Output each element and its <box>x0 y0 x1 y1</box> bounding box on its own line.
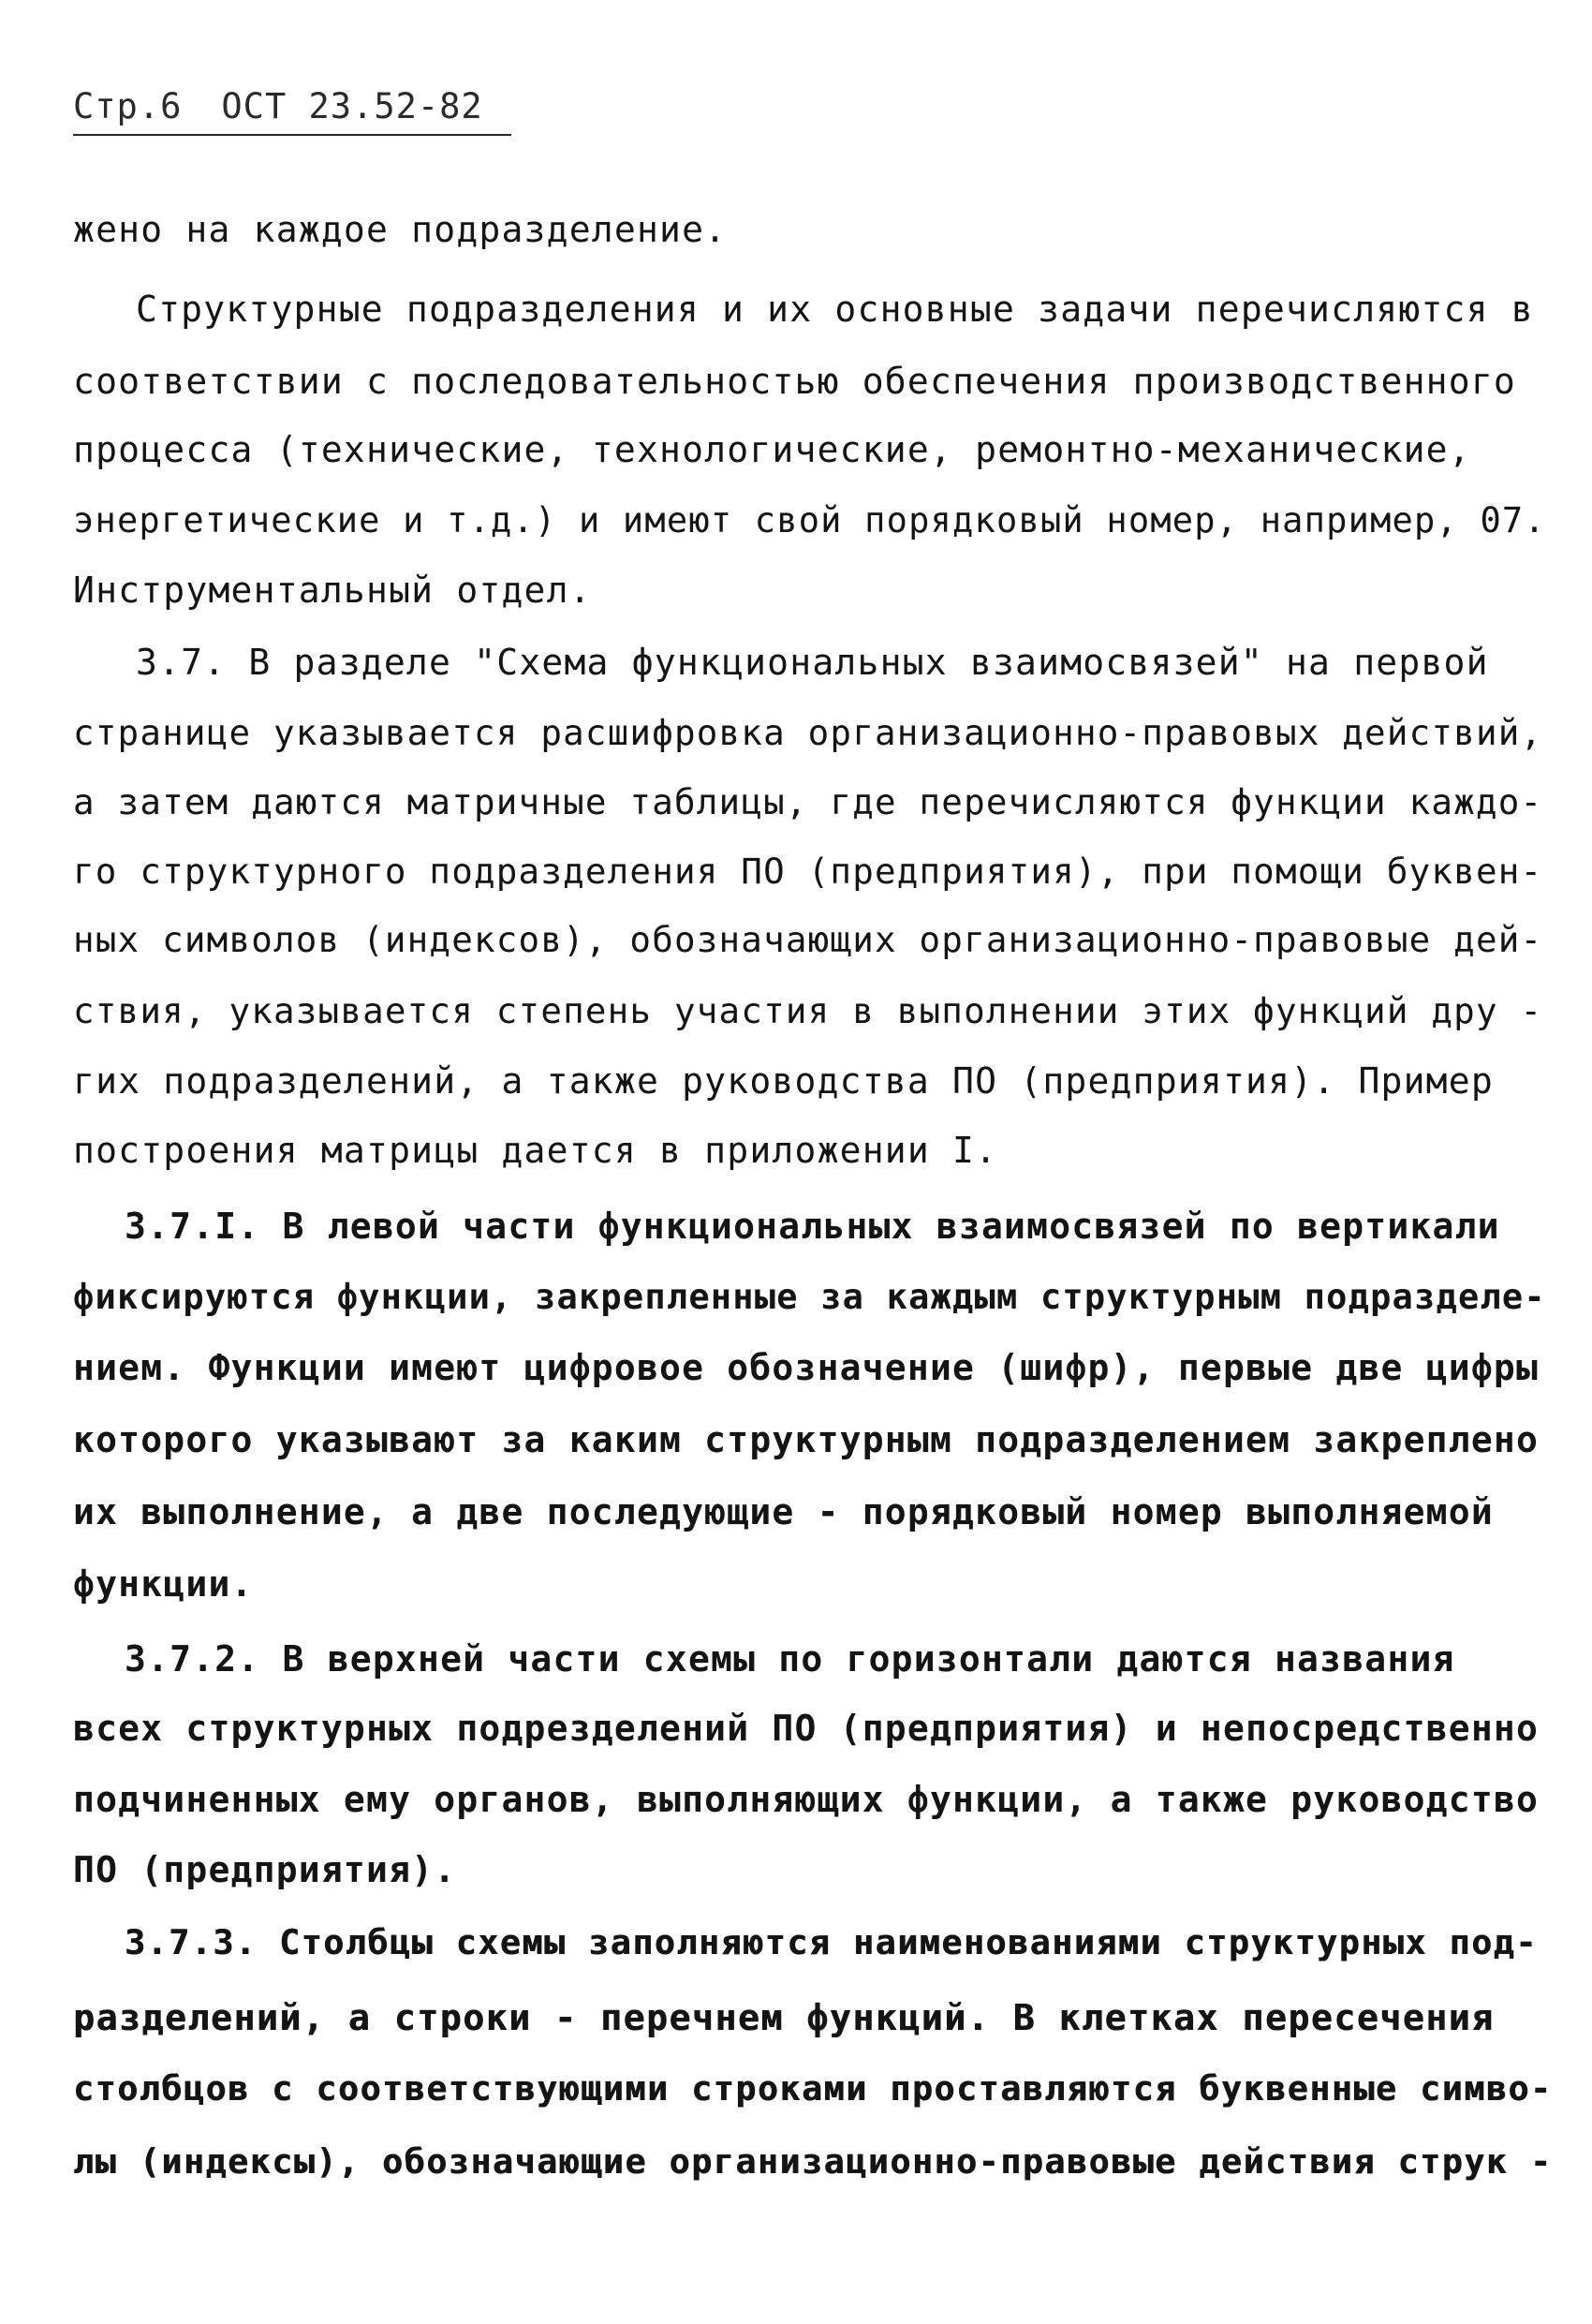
text-line: подчиненных ему органов, выполняющих функции, а также руководство <box>73 1779 1540 1820</box>
text-line: ПО (предприятия). <box>73 1849 457 1890</box>
text-line: построения матрицы дается в приложении I. <box>73 1130 998 1171</box>
text-line: лы (индексы), обозначающие организационно-правовые действия струк - <box>73 2141 1553 2182</box>
text-line: 3.7.3. Столбцы схемы заполняются наименованиями структурных под- <box>125 1922 1538 1962</box>
text-line: 3.7.I. В левой части функциональных взаимосвязей по вертикали <box>125 1206 1500 1247</box>
text-line: функции. <box>73 1563 254 1605</box>
text-line: соответствии с последовательностью обеспечения производственного <box>73 361 1516 402</box>
text-line: процесса (технические, технологические, ремонтно-механические, <box>73 429 1471 470</box>
text-line: нием. Функции имеют цифровое обозначение (шифр), первые две цифры <box>73 1347 1540 1388</box>
text-line: странице указывается расшифровка организационно-правовых действий, <box>73 712 1543 753</box>
page-header <box>73 86 483 126</box>
text-line: Структурные подразделения и их основные задачи перечисляются в <box>136 289 1534 330</box>
standard-code: ОСТ 23.52-82 <box>221 86 483 126</box>
text-line: го структурного подразделения ПО (предприятия), при помощи буквен- <box>73 851 1543 892</box>
text-line: Инструментальный отдел. <box>73 570 592 611</box>
text-line: 3.7. В разделе "Схема функциональных взаимосвязей" на первой <box>136 642 1489 683</box>
text-line: всех структурных подрезделений ПО (предприятия) и непосредственно <box>73 1708 1540 1749</box>
text-line: 3.7.2. В верхней части схемы по горизонтали даются названия <box>125 1638 1455 1680</box>
page-number: Стр.6 <box>73 86 183 126</box>
text-line: ных символов (индексов), обозначающих организационно-правовые дей- <box>73 919 1543 960</box>
text-line: разделений, а строки - перечнем функций. В клетках пересечения <box>73 1997 1495 2038</box>
text-line: энергетические и т.д.) и имеют свой порядковый номер, например, 07. <box>73 500 1546 540</box>
text-line: столбцов с соответствующими строками проставляются буквенные симво- <box>73 2068 1553 2109</box>
text-line: а затем даются матричные таблицы, где перечисляются функции каждо- <box>73 781 1543 822</box>
text-line: фиксируются функции, закрепленные за каждым структурным подразделе- <box>73 1277 1546 1317</box>
header-underline <box>73 134 511 136</box>
text-line: ствия, указывается степень участия в выполнении этих функций дру - <box>73 990 1543 1031</box>
text-line: которого указывают за каким структурным подразделением закреплено <box>73 1419 1540 1460</box>
text-line: их выполнение, а две последующие - порядковый номер выполняемой <box>73 1491 1494 1532</box>
text-line: гих подразделений, а также руководства ПО (предприятия). Пример <box>73 1060 1494 1102</box>
text-line: жено на каждое подразделение. <box>73 209 728 250</box>
